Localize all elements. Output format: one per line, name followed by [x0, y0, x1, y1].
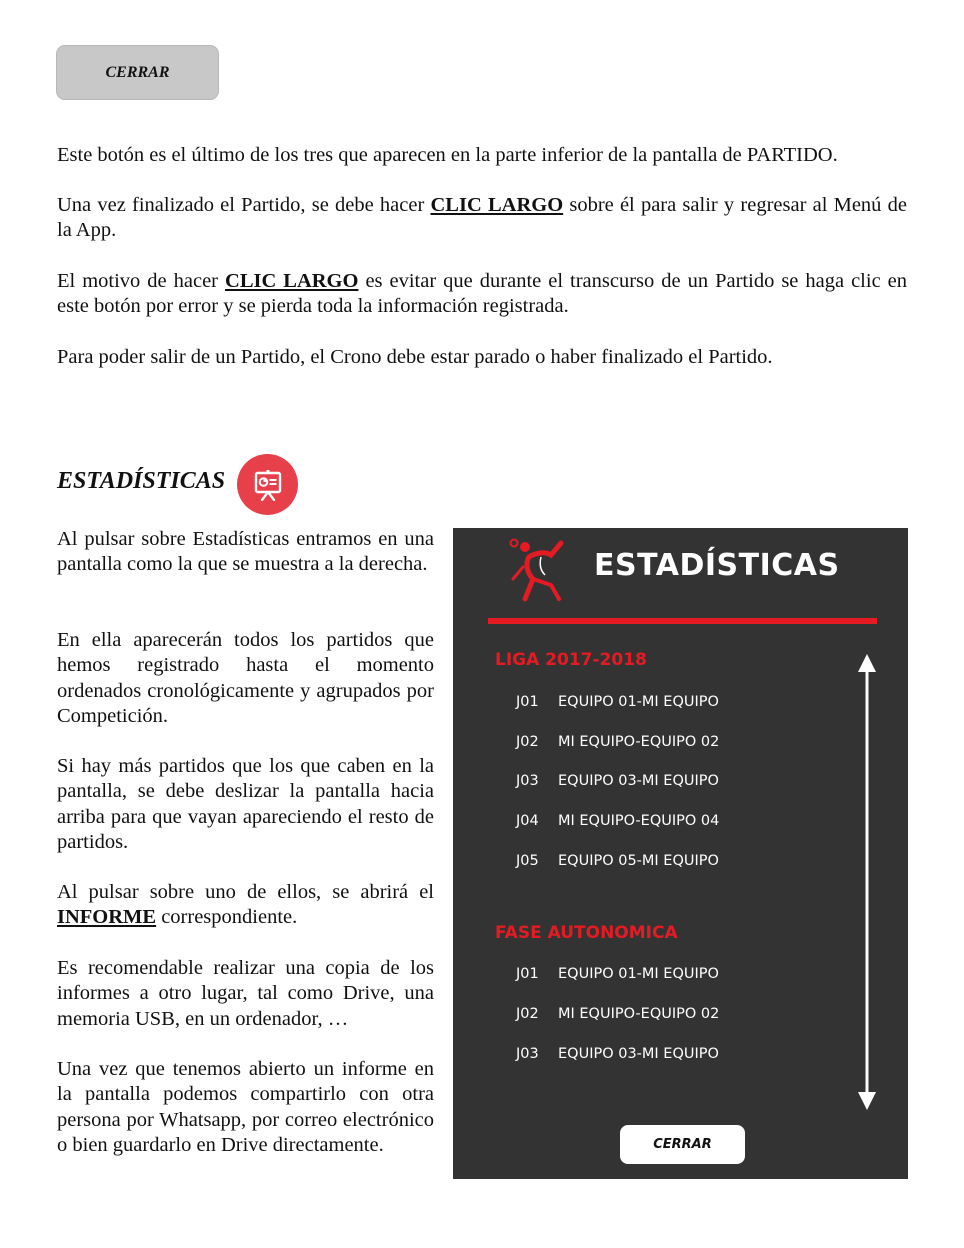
left-paragraph-4	[57, 880, 434, 931]
match-teams: EQUIPO 03-MI EQUIPO	[558, 1046, 719, 1062]
title-divider	[488, 618, 877, 624]
match-code: J01	[516, 966, 539, 982]
screen-title: ESTADÍSTICAS	[594, 548, 840, 583]
text: Una vez finalizado el Partido, se debe hacer	[57, 194, 431, 216]
match-teams: EQUIPO 05-MI EQUIPO	[558, 853, 719, 869]
competition-heading: FASE AUTONOMICA	[495, 923, 678, 943]
emphasis-informe: INFORME	[57, 906, 157, 929]
match-item[interactable]	[516, 734, 719, 750]
match-teams: EQUIPO 01-MI EQUIPO	[558, 694, 719, 710]
intro-paragraph-1: Este botón es el último de los tres que aparecen en la parte inferior de la pantalla de PARTIDO.	[57, 144, 838, 166]
intro-paragraph-3	[57, 269, 907, 319]
text: sobre él para salir y regresar al Menú de la App.	[57, 194, 907, 241]
match-item[interactable]	[516, 1006, 719, 1022]
match-code: J01	[516, 694, 539, 710]
match-teams: MI EQUIPO-EQUIPO 02	[558, 734, 720, 750]
match-item[interactable]	[516, 853, 719, 869]
match-teams: MI EQUIPO-EQUIPO 02	[558, 1006, 720, 1022]
match-code: J03	[516, 773, 539, 789]
match-code: J02	[516, 734, 539, 750]
match-code: J05	[516, 853, 539, 869]
presentation-chart-icon	[237, 454, 298, 515]
match-teams: EQUIPO 03-MI EQUIPO	[558, 773, 719, 789]
left-paragraph-5: Es recomendable realizar una copia de los informes a otro lugar, tal como Drive, una memoria USB, en un ordenador, …	[57, 957, 434, 1030]
left-paragraph-2: En ella aparecerán todos los partidos que hemos registrado hasta el momento ordenados cronológicamente y agrupados por Competición.	[57, 629, 434, 728]
text: correspondiente.	[156, 906, 298, 929]
match-item[interactable]	[516, 694, 719, 710]
text: es evitar que durante el transcurso de un Partido se haga clic en este botón por error y se pierda toda la información registrada.	[57, 270, 908, 317]
competition-heading: LIGA 2017-2018	[495, 650, 647, 670]
statistics-screen-illustration	[453, 528, 908, 1179]
match-item[interactable]	[516, 773, 719, 789]
intro-paragraph-2	[57, 193, 907, 243]
intro-paragraph-4: Para poder salir de un Partido, el Crono debe estar parado o haber finalizado el Partido.	[57, 346, 773, 368]
match-item[interactable]	[516, 1046, 719, 1062]
match-teams: EQUIPO 01-MI EQUIPO	[558, 966, 719, 982]
handball-player-icon	[505, 533, 573, 609]
left-paragraph-6: Una vez que tenemos abierto un informe en la pantalla podemos compartirlo con otra persona por Whatsapp, por correo electrónico o bien guardarlo en Drive directamente.	[57, 1058, 434, 1157]
match-code: J02	[516, 1006, 539, 1022]
section-title: ESTADÍSTICAS	[57, 468, 226, 494]
emphasis-clic-largo: CLIC LARGO	[430, 194, 564, 216]
text: Al pulsar sobre uno de ellos, se abrirá el	[57, 881, 434, 903]
left-paragraph-1: Al pulsar sobre Estadísticas entramos en una pantalla como la que se muestra a la derecha.	[57, 528, 434, 576]
match-code: J03	[516, 1046, 539, 1062]
left-paragraph-3: Si hay más partidos que los que caben en la pantalla, se debe deslizar la pantalla hacia arriba para que vayan apareciendo el resto de partidos.	[57, 755, 434, 854]
match-item[interactable]	[516, 966, 719, 982]
match-item[interactable]	[516, 813, 719, 829]
match-code: J04	[516, 813, 539, 829]
double-arrow-vertical-icon	[856, 652, 878, 1116]
cerrar-button-label: CERRAR	[105, 63, 170, 81]
text: El motivo de hacer	[57, 270, 226, 292]
cerrar-button-illustration[interactable]	[56, 45, 219, 100]
match-teams: MI EQUIPO-EQUIPO 04	[558, 813, 720, 829]
close-button[interactable]: CERRAR	[620, 1125, 745, 1164]
emphasis-clic-largo: CLIC LARGO	[225, 270, 359, 292]
